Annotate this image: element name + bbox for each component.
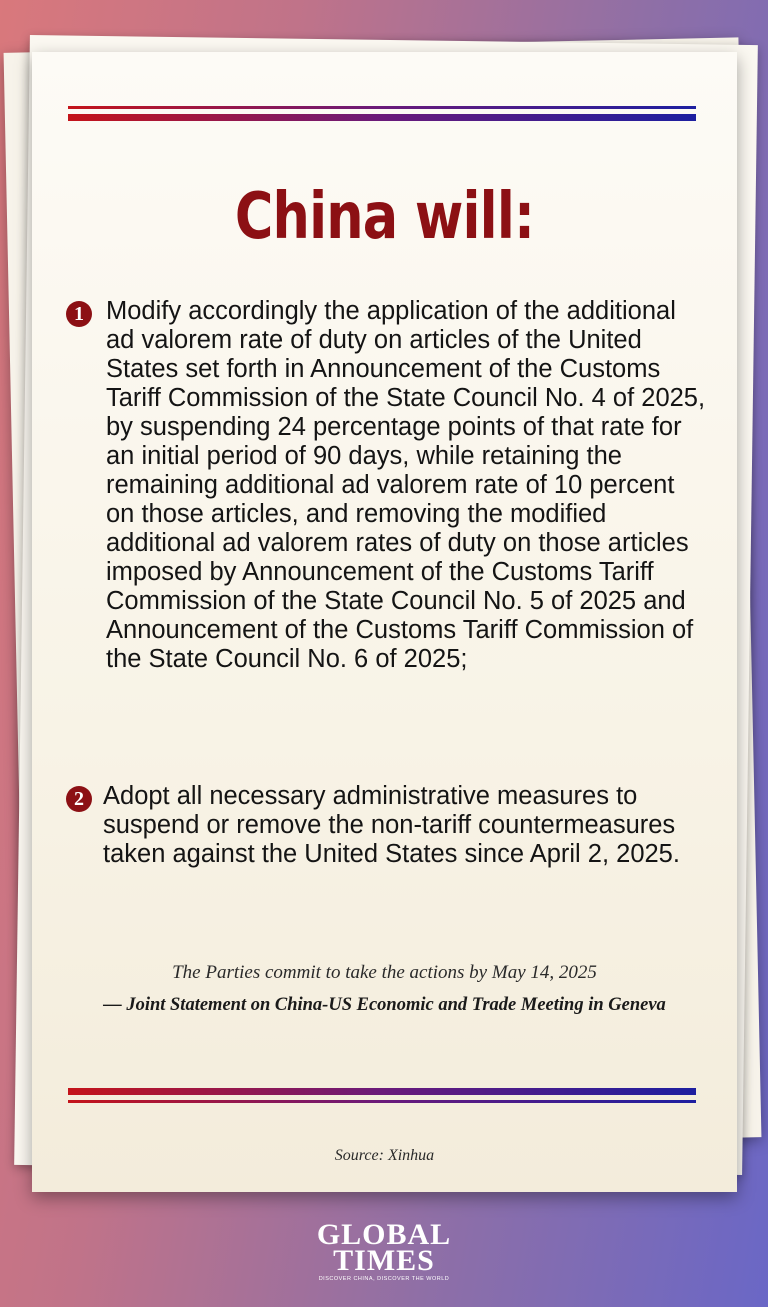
bottom-divider-thin (68, 1100, 696, 1103)
global-times-logo (304, 1218, 464, 1282)
logo-line-1: GLOBAL (316, 1218, 452, 1251)
page-title: China will: (234, 180, 535, 254)
number-badge-2: 2 (66, 786, 92, 812)
list-item-1-text: Modify accordingly the application of the additional ad valorem rate of duty on articles of the United States set forth in Announcement of the Customs Tariff Commission of the State Council No. 4 of 2025, by suspending 24 percentage points of that rate for an initial period of 90 days, while retaining the remaining additional ad valorem rate of 10 percent on those articles, and removing the modified additional ad valorem rates of duty on those articles imposed by Announcement of the Customs Tariff Commission of the State Council No. 5 of 2025 and Announcement of the Customs Tariff Commission of the State Council No. 6 of 2025; (106, 297, 706, 673)
statement-attribution: — Joint Statement on China-US Economic and Trade Meeting in Geneva (103, 995, 666, 1015)
number-badge-1: 1 (66, 301, 92, 327)
source-credit: Source: Xinhua (334, 1147, 435, 1164)
bottom-divider (68, 1088, 696, 1103)
main-card (32, 52, 737, 1192)
logo-tagline: DISCOVER CHINA, DISCOVER THE WORLD (318, 1276, 450, 1282)
logo-line-2: TIMES (333, 1244, 435, 1277)
list-item-2-text: Adopt all necessary administrative measures to suspend or remove the non-tariff countermeasures taken against the United States since April 2, 2025. (103, 782, 680, 868)
top-divider-thin (68, 106, 696, 109)
deadline-quote: The Parties commit to take the actions by May 14, 2025 (172, 962, 597, 983)
bottom-divider-thick (68, 1088, 696, 1095)
list-item-2 (66, 782, 706, 869)
top-divider (68, 106, 696, 121)
top-divider-thick (68, 114, 696, 121)
list-item-1 (66, 297, 706, 674)
